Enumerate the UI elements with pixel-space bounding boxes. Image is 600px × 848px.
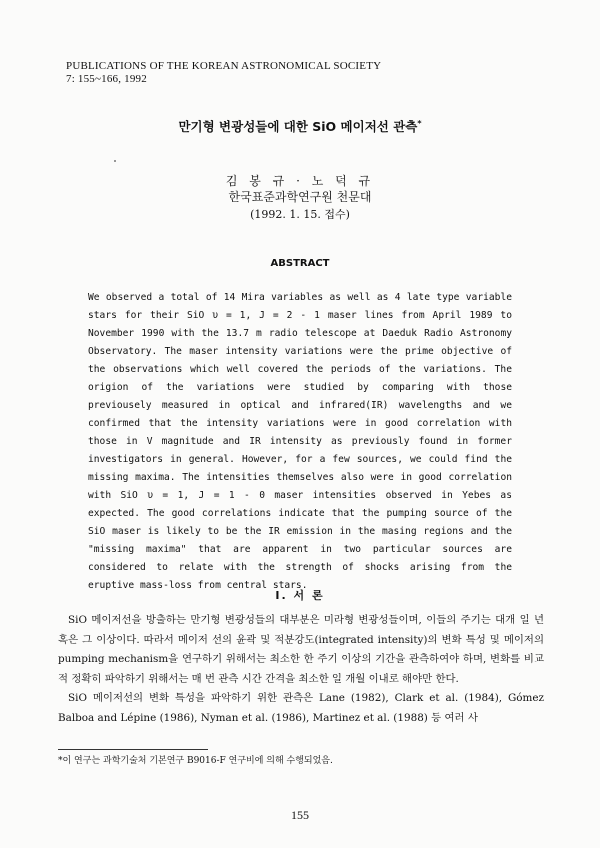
intro-paragraph-1: SiO 메이저선을 방출하는 만기형 변광성들의 대부분은 미라형 변광성들이며, 이들의 주기는 대개 일 년 혹은 그 이상이다. 따라서 메이저 선의 윤곽 및 적분강도(integrated intensity)의 변화 특성 및 메이저의 pumping mechanism을 연구하기 위해서는 최소한 한 주기 이상의 기간을 관측하여야 하며, 변화를 비교적 정확히 파악하기 위해서는 매 번 관측 시간 간격을 최소한 일 개월 이내로 해야만 한다.: [58, 614, 544, 685]
abstract-heading: ABSTRACT: [270, 258, 330, 269]
abstract-body: We observed a total of 14 Mira variables as well as 4 late type variable stars for their SiO υ = 1, J = 2 - 1 maser lines from April 1989 to November 1990 with the 13.7 m radio telescope at Daeduk Radio Astronomy Observatory. The maser intensity variations were the prime objective of the observations which well covered the periods of the variations. The origion of the variations were studied by comparing with those previousely measured in optical and infrared(IR) wavelengths and we confirmed that the intensity variations were in good correlation with those in V magnitude and IR intensity as previously found in former investigators in general. However, for a few sources, we could find the missing maxima. The intensities themselves also were in good correlation with SiO υ = 1, J = 1 - 0 maser intensities observed in Yebes as expected. The good correlations indicate that the pumping source of the SiO maser is likely to be the IR emission in the masing regions and the "missing maxima" that are apparent in two particular sources are considered to relate with the strength of shocks arising from the eruptive mass-loss from central stars.: [88, 292, 512, 591]
journal-name: PUBLICATIONS OF THE KOREAN ASTRONOMICAL SOCIETY: [66, 60, 382, 72]
footnote-divider: [58, 749, 208, 750]
received-date: (1992. 1. 15. 접수): [250, 208, 350, 221]
intro-paragraph-2: SiO 메이저선의 변화 특성을 파악하기 위한 관측은 Lane (1982), Clark et al. (1984), Gómez Balboa and Lépine (1986), Nyman et al. (1986), Martinez et al. (1988) 등 여러 사: [58, 692, 544, 724]
section-heading-introduction: I. 서 론: [275, 589, 325, 602]
authors: 김 봉 규 · 노 덕 규: [225, 174, 375, 188]
journal-citation: 7: 155~166, 1992: [66, 73, 147, 85]
footnote: *이 연구는 과학기술처 기본연구 B9016-F 연구비에 의해 수행되었음.: [58, 756, 333, 766]
introduction-body: [58, 611, 544, 728]
scan-speck: [114, 160, 116, 162]
title-footnote-mark: *: [417, 118, 422, 128]
page-number: 155: [291, 808, 309, 822]
affiliation: 한국표준과학연구원 천문대: [228, 190, 372, 204]
paper-title: [0, 117, 600, 135]
journal-header: [66, 60, 381, 86]
paper-title-text: 만기형 변광성들에 대한 SiO 메이저선 관측: [178, 119, 418, 134]
